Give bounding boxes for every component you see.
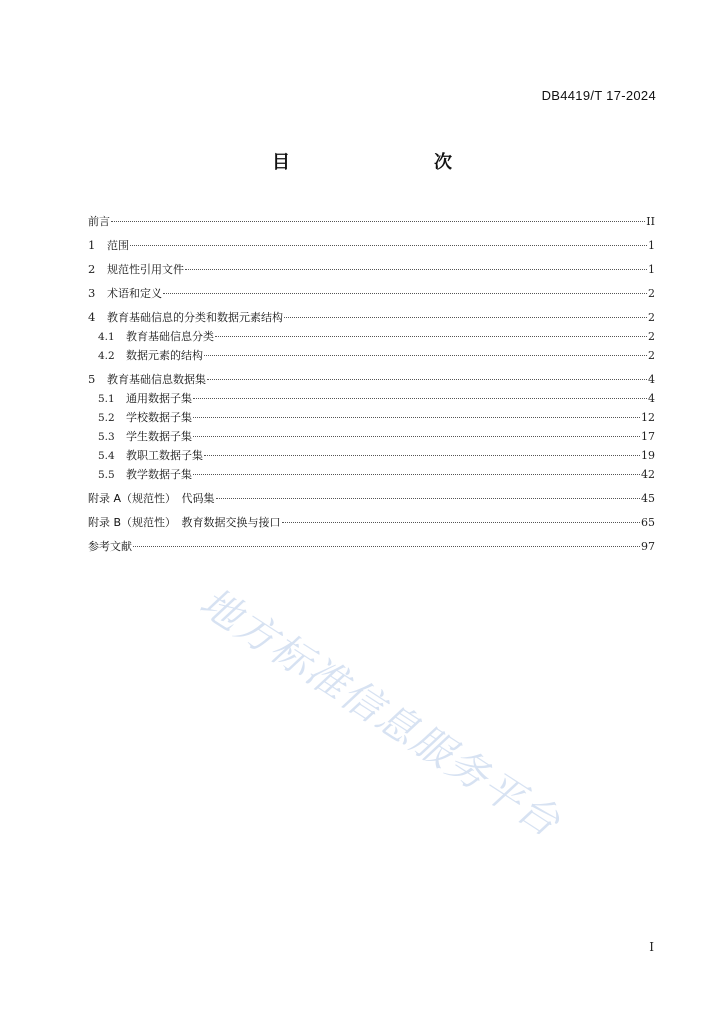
toc-entry[interactable]: [88, 327, 655, 346]
toc-entry-label: 学生数据子集: [126, 430, 192, 443]
toc-leader-dots: [215, 336, 647, 337]
toc-entry-label: 前言: [88, 215, 110, 228]
toc-entry-label: 通用数据子集: [126, 392, 192, 405]
toc-entry-label: 范围: [107, 239, 129, 252]
toc-entry-number: 5.1: [98, 393, 115, 405]
toc-entry-number: 1: [88, 238, 96, 252]
toc-entry-number: 4.1: [98, 331, 115, 343]
toc-entry-page: 1: [648, 239, 655, 252]
toc-entry-page: 4: [648, 373, 655, 386]
toc-entry-label: 附录 B（规范性） 教育数据交换与接口: [88, 516, 281, 529]
toc-entry-label: 数据元素的结构: [126, 349, 203, 362]
toc-entry-label: 规范性引用文件: [107, 263, 184, 276]
toc-leader-dots: [204, 455, 640, 456]
toc-entry[interactable]: [88, 465, 655, 484]
toc-entry-number: 5.3: [98, 431, 115, 443]
toc-leader-dots: [130, 245, 647, 246]
page-number: I: [649, 940, 654, 954]
toc-entry[interactable]: [88, 513, 655, 532]
toc-leader-dots: [193, 398, 647, 399]
toc-leader-dots: [284, 317, 647, 318]
toc-entry-page: 1: [648, 263, 655, 276]
toc-entry-page: 2: [648, 287, 655, 300]
toc-leader-dots: [133, 546, 640, 547]
toc-entry-page: 97: [641, 540, 655, 553]
toc-leader-dots: [163, 293, 647, 294]
watermark-text: 地方标准信息服务平台: [191, 579, 569, 847]
toc-leader-dots: [207, 379, 647, 380]
toc-entry-number: 5.4: [98, 450, 115, 462]
toc-entry-page: II: [646, 215, 655, 228]
toc-leader-dots: [185, 269, 647, 270]
page-title: 目 次: [272, 152, 488, 173]
toc-entry-number: 3: [88, 286, 96, 300]
toc-entry-page: 2: [648, 311, 655, 324]
toc-entry-page: 4: [648, 392, 655, 405]
toc-entry-label: 附录 A（规范性） 代码集: [88, 492, 215, 505]
toc-leader-dots: [282, 522, 640, 523]
toc-entry-label: 教学数据子集: [126, 468, 192, 481]
toc-entry-label: 术语和定义: [107, 287, 162, 300]
toc-entry[interactable]: [88, 346, 655, 365]
toc-entry-label: 学校数据子集: [126, 411, 192, 424]
toc-entry[interactable]: [88, 446, 655, 465]
toc-entry-number: 5: [88, 372, 96, 386]
toc-entry[interactable]: [88, 236, 655, 255]
toc-entry-label: 教育基础信息的分类和数据元素结构: [107, 311, 283, 324]
toc-leader-dots: [216, 498, 640, 499]
toc-leader-dots: [204, 355, 647, 356]
document-code: DB4419/T 17-2024: [541, 88, 656, 103]
toc-entry-number: 4.2: [98, 350, 115, 362]
toc-entry[interactable]: [88, 408, 655, 427]
toc-leader-dots: [193, 417, 640, 418]
toc-entry-page: 65: [641, 516, 655, 529]
toc-entry-page: 2: [648, 330, 655, 343]
toc-entry-number: 2: [88, 262, 96, 276]
toc-entry-page: 19: [641, 449, 655, 462]
toc-leader-dots: [193, 474, 640, 475]
toc-entry-label: 参考文献: [88, 540, 132, 553]
toc-entry[interactable]: [88, 427, 655, 446]
toc-entry[interactable]: [88, 370, 655, 389]
toc-entry[interactable]: [88, 212, 655, 231]
toc-entry[interactable]: [88, 284, 655, 303]
toc-entry[interactable]: [88, 308, 655, 327]
toc-leader-dots: [111, 221, 645, 222]
toc-entry[interactable]: [88, 537, 655, 556]
toc-entry-number: 4: [88, 310, 96, 324]
toc-entry-page: 2: [648, 349, 655, 362]
toc-entry-page: 45: [641, 492, 655, 505]
toc-entry-page: 42: [641, 468, 655, 481]
toc-entry-label: 教育基础信息数据集: [107, 373, 206, 386]
toc-entry[interactable]: [88, 489, 655, 508]
toc-entry-page: 12: [641, 411, 655, 424]
toc-entry-page: 17: [641, 430, 655, 443]
toc-entry-number: 5.5: [98, 469, 115, 481]
toc-entry[interactable]: [88, 389, 655, 408]
toc-entry-label: 教职工数据子集: [126, 449, 203, 462]
toc-leader-dots: [193, 436, 640, 437]
toc-entry[interactable]: [88, 260, 655, 279]
toc-entry-label: 教育基础信息分类: [126, 330, 214, 343]
toc-entry-number: 5.2: [98, 412, 115, 424]
table-of-contents: [88, 212, 655, 556]
